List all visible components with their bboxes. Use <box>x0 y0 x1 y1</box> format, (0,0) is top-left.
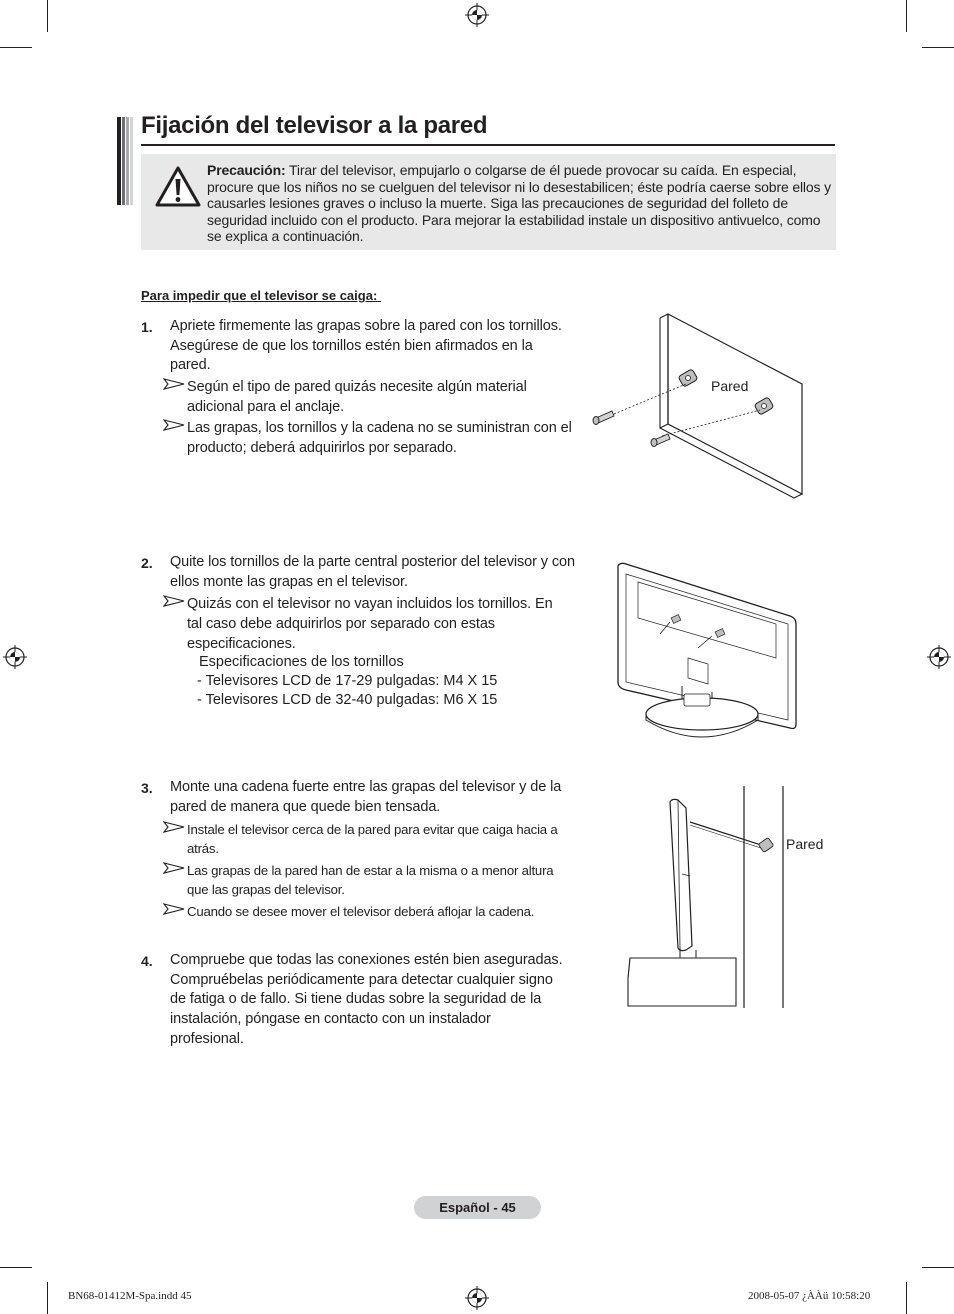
note-arrow-icon <box>163 377 185 391</box>
step-text: Compruebe que todas las conexiones estén bien aseguradas. Compruébelas periódicamente para detectar cualquier signo de fatiga o de fallo. Si tiene dudas sobre la seguridad de la instalación, póngase en contacto con un instalador profesional. <box>170 952 563 1047</box>
step-text: Apriete firmemente las grapas sobre la pared con los tornillos. Asegúrese de que los tornillos estén bien afirmados en la pared. <box>170 318 562 374</box>
note-text: Las grapas, los tornillos y la cadena no se suministran con el producto; deberá adquirirlos por separado. <box>187 420 572 456</box>
screw-specs <box>187 653 497 710</box>
crop-mark <box>906 1282 907 1314</box>
step-number: 4. <box>141 953 153 969</box>
title-rule <box>141 144 835 146</box>
note-text: Quizás con el televisor no vayan incluidos los tornillos. En tal caso debe adquirirlos por separado con estas especificaciones. <box>187 596 553 652</box>
caution-box <box>141 154 836 250</box>
crop-mark <box>0 47 32 48</box>
note-arrow-icon <box>163 594 185 608</box>
wall-label: Pared <box>786 836 824 852</box>
crop-mark <box>922 1267 954 1268</box>
note-arrow-icon <box>163 902 185 916</box>
tv-back-illustration <box>612 558 802 744</box>
step-text: Monte una cadena fuerte entre las grapas del televisor y de la pared de manera que quede bien tensada. <box>170 779 562 815</box>
registration-mark-icon <box>3 645 27 669</box>
crop-mark <box>922 47 954 48</box>
note-arrow-icon <box>163 820 185 834</box>
note <box>163 377 575 417</box>
wall-bracket <box>758 837 774 852</box>
spec-line: - Televisores LCD de 32-40 pulgadas: M6 X 15 <box>197 692 498 708</box>
print-slug-right: 2008-05-07 ¿ÀÀü 10:58:20 <box>748 1290 871 1302</box>
crop-mark <box>47 0 48 32</box>
registration-mark-icon <box>927 645 951 669</box>
note <box>163 861 563 899</box>
page-title: Fijación del televisor a la pared <box>141 112 488 139</box>
wall-label: Pared <box>711 378 749 394</box>
note-text: Según el tipo de pared quizás necesite algún material adicional para el anclaje. <box>187 379 527 415</box>
spec-line: - Televisores LCD de 17-29 pulgadas: M4 X 15 <box>197 673 498 689</box>
step-number: 3. <box>141 780 153 796</box>
crop-mark <box>0 1267 32 1268</box>
note-arrow-icon <box>163 861 185 875</box>
screw-icon <box>593 411 614 425</box>
warning-triangle-icon <box>155 166 201 208</box>
page-number-badge: Español - 45 <box>414 1196 541 1219</box>
crop-mark <box>906 0 907 32</box>
note-arrow-icon <box>163 418 185 432</box>
registration-mark-icon <box>465 1286 489 1310</box>
screw-icon <box>651 434 670 447</box>
note <box>163 902 583 921</box>
step-number: 2. <box>141 555 153 571</box>
note <box>163 820 563 858</box>
step-number: 1. <box>141 319 153 335</box>
section-subheading: Para impedir que el televisor se caiga: <box>141 288 381 303</box>
print-slug-left: BN68-01412M-Spa.indd 45 <box>68 1290 192 1302</box>
crop-mark <box>47 1282 48 1314</box>
registration-mark-icon <box>465 3 489 27</box>
note-text: Instale el televisor cerca de la pared para evitar que caiga hacia a atrás. <box>187 822 558 856</box>
note-text: Cuando se desee mover el televisor deberá aflojar la cadena. <box>187 904 535 919</box>
note-text: Las grapas de la pared han de estar a la misma o a menor altura que las grapas del televisor. <box>187 863 554 897</box>
spec-heading: Especificaciones de los tornillos <box>199 654 404 670</box>
step-text: Quite los tornillos de la parte central posterior del televisor y con ellos monte las grapas en el televisor. <box>170 554 575 590</box>
wall-bracket-illustration <box>590 312 810 502</box>
caution-text <box>207 162 832 245</box>
caution-body: Tirar del televisor, empujarlo o colgarse de él puede provocar su caída. En especial, procure que los niños no se cuelguen del televisor ni lo desestabilicen; éste podría caerse sobre ellos y causarles lesiones graves o incluso la muerte. Siga las precauciones de seguridad del folleto de seguridad incluido con el producto. Para mejorar la estabilidad instale un dispositivo antivuelco, como se explica a continuación. <box>207 162 831 245</box>
note <box>163 418 575 458</box>
title-decoration <box>117 117 133 205</box>
tv-chain-illustration <box>624 784 792 1010</box>
caution-label: Precaución: <box>207 162 286 178</box>
note <box>163 594 563 654</box>
